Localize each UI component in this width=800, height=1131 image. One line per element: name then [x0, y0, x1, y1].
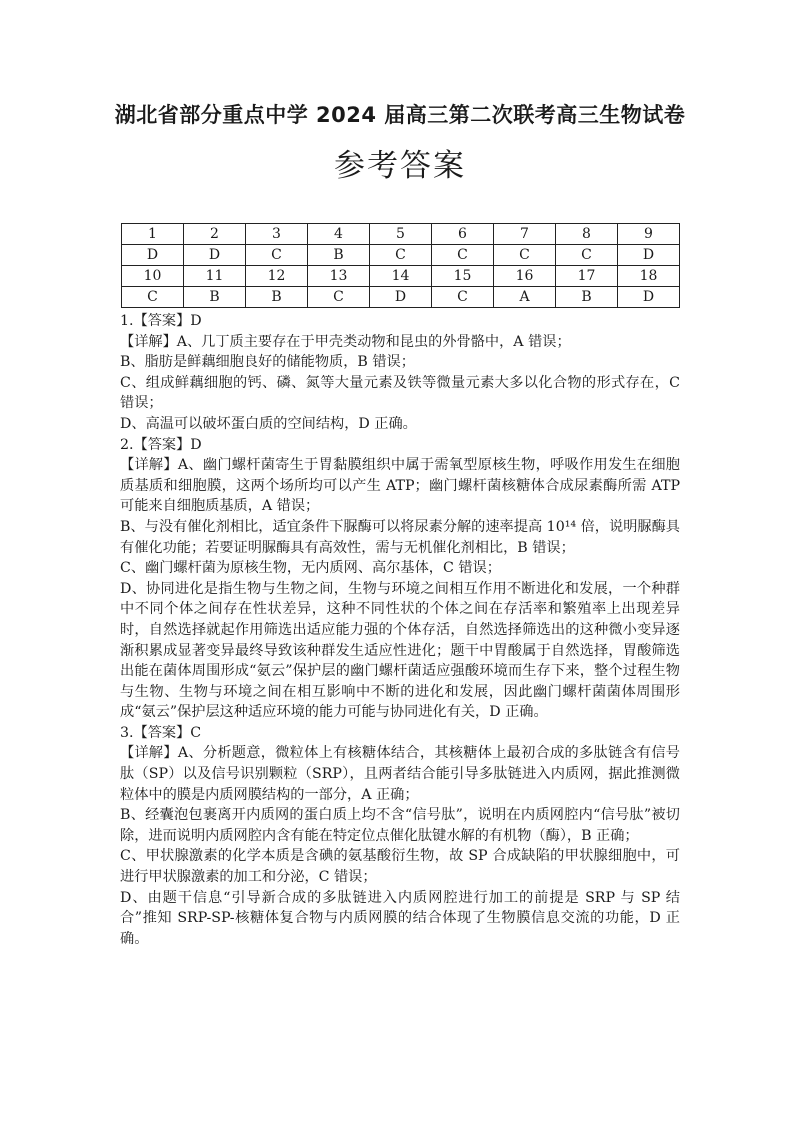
- table-cell: 8: [556, 224, 618, 245]
- table-cell: 18: [618, 266, 680, 287]
- explanation-paragraph: D、协同进化是指生物与生物之间，生物与环境之间相互作用不断进化和发展，一个种群中不同个体之间存在性状差异，这种不同性状的个体之间在存活率和繁殖率上出现差异时，自然选择就起作用筛选出适应能力强的个体存活，自然选择筛选出的这种微小变异逐渐积累成显著变异最终导致该种群发生适应性进化；题干中胃酸属于自然选择，胃酸筛选出能在菌体周围形成“氨云”保护层的幽门螺杆菌适应强酸环境而生存下来，整个过程生物与生物、生物与环境之间在相互影响中不断的进化和发展，因此幽门螺杆菌菌体周围形成“氨云”保护层这种适应环境的能力可能与协同进化有关，D 正确。: [120, 580, 680, 721]
- table-cell: 16: [494, 266, 556, 287]
- table-cell: 3: [246, 224, 308, 245]
- table-cell: D: [618, 287, 680, 308]
- question-number-row: [122, 266, 680, 287]
- explanation-paragraph: 【详解】A、分析题意，微粒体上有核糖体结合，其核糖体上最初合成的多肽链含有信号肽（SP）以及信号识别颗粒（SRP），且两者结合能引导多肽链进入内质网，据此推测微粒体中的膜是内质网膜结构的一部分，A 正确；: [120, 745, 680, 803]
- answer-heading-q1: 1.【答案】D: [120, 313, 202, 329]
- exam-title: 湖北省部分重点中学 2024 届高三第二次联考高三生物试卷: [114, 103, 686, 127]
- table-cell: B: [246, 287, 308, 308]
- table-cell: 11: [184, 266, 246, 287]
- table-cell: B: [308, 245, 370, 266]
- table-cell: 9: [618, 224, 680, 245]
- table-cell: D: [370, 287, 432, 308]
- table-cell: 6: [432, 224, 494, 245]
- explanation-paragraph: C、组成鲜藕细胞的钙、磷、氮等大量元素及铁等微量元素大多以化合物的形式存在，C 错误；: [120, 374, 680, 412]
- table-cell: D: [122, 245, 184, 266]
- table-cell: D: [184, 245, 246, 266]
- answer-heading-q3: 3.【答案】C: [120, 724, 202, 741]
- table-cell: C: [122, 287, 184, 308]
- table-cell: 12: [246, 266, 308, 287]
- explanation-paragraph: D、由题干信息“引导新合成的多肽链进入内质网腔进行加工的前提是 SRP 与 SP 结合”推知 SRP-SP-核糖体复合物与内质网膜的结合体现了生物膜信息交流的功能，D 正确。: [120, 889, 680, 947]
- answer-key-heading: 参考答案: [334, 148, 466, 184]
- explanation-paragraph: D、高温可以破坏蛋白质的空间结构，D 正确。: [120, 415, 417, 432]
- explanation-paragraph: 【详解】A、幽门螺杆菌寄生于胃黏膜组织中属于需氧型原核生物，呼吸作用发生在细胞质基质和细胞膜，这两个场所均可以产生 ATP；幽门螺杆菌核糖体合成尿素酶所需 ATP 可能来自细胞质基质，A 错误；: [120, 457, 680, 515]
- table-cell: A: [494, 287, 556, 308]
- table-cell: C: [494, 245, 556, 266]
- table-cell: B: [556, 287, 618, 308]
- explanation-paragraph: B、经囊泡包裹离开内质网的蛋白质上均不含“信号肽”，说明在内质网腔内“信号肽”被切除，进而说明内质网腔内含有能在特定位点催化肽键水解的有机物（酶），B 正确；: [120, 807, 680, 844]
- table-cell: C: [308, 287, 370, 308]
- answer-row: [122, 245, 680, 266]
- table-cell: 13: [308, 266, 370, 287]
- table-cell: 14: [370, 266, 432, 287]
- table-cell: 4: [308, 224, 370, 245]
- table-cell: 10: [122, 266, 184, 287]
- explanations: [120, 311, 680, 949]
- answer-row: [122, 287, 680, 308]
- table-cell: 7: [494, 224, 556, 245]
- question-number-row: [122, 224, 680, 245]
- table-cell: C: [432, 287, 494, 308]
- table-cell: C: [246, 245, 308, 266]
- answer-heading-q2: 2.【答案】D: [120, 436, 202, 453]
- explanation-paragraph: B、与没有催化剂相比，适宜条件下脲酶可以将尿素分解的速率提高 10¹⁴ 倍，说明脲酶具有催化功能；若要证明脲酶具有高效性，需与无机催化剂相比，B 错误；: [120, 518, 680, 556]
- table-cell: 1: [122, 224, 184, 245]
- explanation-paragraph: C、甲状腺激素的化学本质是含碘的氨基酸衍生物，故 SP 合成缺陷的甲状腺细胞中，可进行甲状腺激素的加工和分泌，C 错误；: [120, 848, 680, 886]
- table-cell: B: [184, 287, 246, 308]
- table-cell: 2: [184, 224, 246, 245]
- explanation-paragraph: C、幽门螺杆菌为原核生物，无内质网、高尔基体，C 错误；: [120, 560, 501, 577]
- answer-table: [121, 223, 680, 308]
- table-cell: C: [370, 245, 432, 266]
- table-cell: C: [432, 245, 494, 266]
- explanation-paragraph: B、脂肪是鲜藕细胞良好的储能物质，B 错误；: [120, 354, 415, 371]
- explanation-paragraph: 【详解】A、几丁质主要存在于甲壳类动物和昆虫的外骨骼中，A 错误；: [120, 333, 571, 350]
- table-cell: 17: [556, 266, 618, 287]
- table-cell: 5: [370, 224, 432, 245]
- table-cell: 15: [432, 266, 494, 287]
- table-cell: D: [618, 245, 680, 266]
- table-cell: C: [556, 245, 618, 266]
